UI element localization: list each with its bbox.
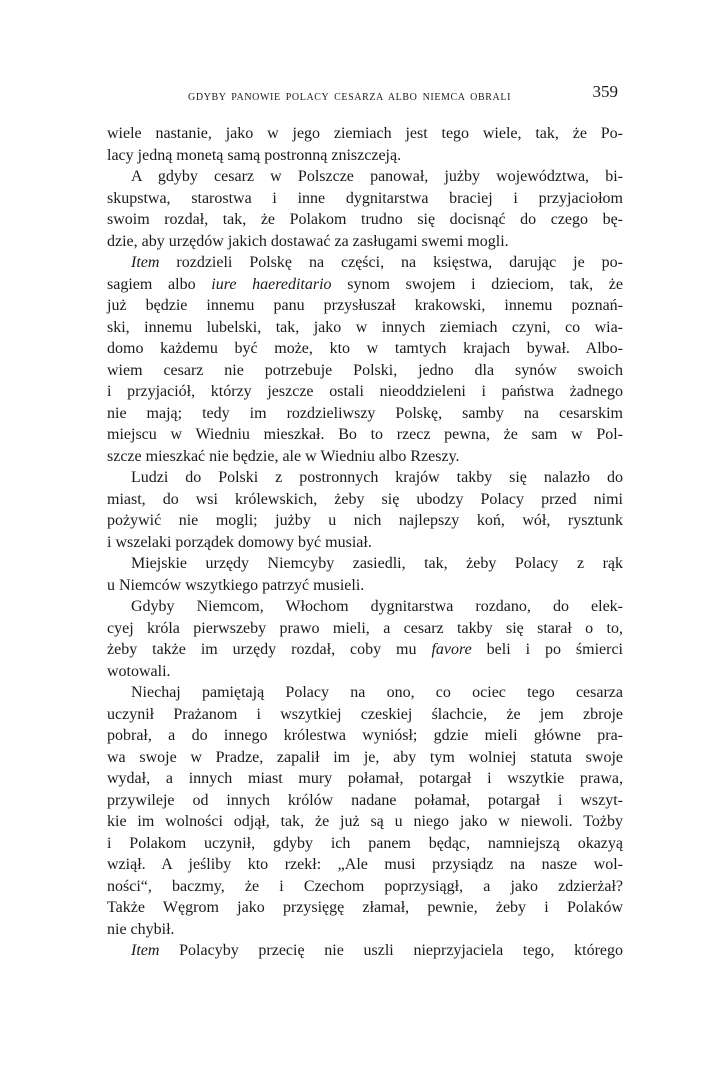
text-segment: Ludzi do Polski z postronnych krajów takby się nalazło do xyxy=(131,469,623,486)
text-line xyxy=(107,188,623,210)
text-segment: lacy jedną monetą samą postronną zniszczeją. xyxy=(107,146,402,164)
text-line xyxy=(107,123,623,145)
text-line xyxy=(107,424,623,446)
text-segment: już będzie innemu panu przysłuszał krakowski, innemu poznań- xyxy=(107,297,623,314)
text-line xyxy=(107,854,623,876)
text-segment: synom swojem i dzieciom, tak, że xyxy=(331,275,624,293)
text-segment: rozdzieli Polskę na części, na księstwa, darując je po- xyxy=(159,254,623,271)
text-segment: i przyjaciół, którzy jeszcze ostali nieoddzieleni i państwa żadnego xyxy=(107,383,623,400)
text-segment: sagiem albo xyxy=(107,275,212,293)
text-segment: ności“, baczmy, że i Czechom poprzysiągł, a jako zdzierżał? xyxy=(107,877,623,895)
text-segment: u Niemców wszytkiego patrzyć musieli. xyxy=(107,576,365,594)
text-line xyxy=(107,166,623,188)
text-line xyxy=(107,940,623,962)
text-line xyxy=(107,209,623,231)
text-segment: miast, do wsi królewskich, żeby się ubodzy Polacy przed nimi xyxy=(107,490,623,508)
italic-phrase: favore xyxy=(431,641,472,658)
italic-phrase: iure haereditario xyxy=(211,275,332,293)
text-segment: szcze mieszkać nie będzie, ale w Wiedniu albo Rzeszy. xyxy=(107,447,460,465)
page-number: 359 xyxy=(592,82,618,101)
text-segment: i wszelaki porządek domowy być musiał. xyxy=(107,533,372,551)
text-segment: pobrał, a do innego królestwa wyniósł; gdzie mieli główne pra- xyxy=(107,727,623,744)
text-segment: skupstwa, starostwa i inne dygnitarstwa braciej i przyjaciołom xyxy=(107,189,623,207)
text-segment: dzie, aby urzędów jakich dostawać za zasługami swemi mogli. xyxy=(107,232,509,250)
text-line xyxy=(107,317,623,339)
text-line xyxy=(107,919,623,941)
text-line xyxy=(107,639,623,661)
text-segment: ski, innemu lubelski, tak, jako w innych ziemiach czyni, co wia- xyxy=(107,318,623,336)
text-line xyxy=(107,790,623,812)
text-segment: uczynił Prażanom i wszytkiej czeskiej ślachcie, że jem zbroje xyxy=(107,705,623,723)
text-segment: żeby także im urzędy rozdał, coby mu xyxy=(107,641,432,658)
text-line xyxy=(107,381,623,403)
text-segment: swoim rozdał, tak, że Polakom trudno się docisnąć do czego bę- xyxy=(107,211,623,228)
italic-phrase: Item xyxy=(131,254,160,271)
text-line xyxy=(107,876,623,898)
text-line xyxy=(107,811,623,833)
text-segment: wydał, a innych miast mury połamał, potargał i wszytkie prawa, xyxy=(107,770,623,787)
text-segment: wa swoje w Pradze, zapalił im je, aby tym wolniej statuta swoje xyxy=(107,748,623,766)
text-line xyxy=(107,467,623,489)
text-segment: Polacyby przecię nie uszli nieprzyjaciela tego, którego xyxy=(159,942,623,959)
text-segment: przywileje od innych królów nadane połamał, potargał i wszyt- xyxy=(107,791,623,809)
text-segment: wziął. A jeśliby kto rzekł: „Ale musi przysiądz na nasze wol- xyxy=(107,856,623,873)
text-line xyxy=(107,489,623,511)
text-segment: nie chybił. xyxy=(107,920,175,938)
body-text xyxy=(107,123,623,962)
text-line xyxy=(107,510,623,532)
text-line xyxy=(107,231,623,253)
text-segment: Niechaj pamiętają Polacy na ono, co ociec tego cesarza xyxy=(131,684,623,701)
text-line xyxy=(107,725,623,747)
text-line xyxy=(107,897,623,919)
text-line xyxy=(107,360,623,382)
text-line xyxy=(107,596,623,618)
text-segment: A gdyby cesarz w Polszcze panował, jużby województwa, bi- xyxy=(131,168,623,185)
running-head: GDYBY PANOWIE POLACY CESARZA ALBO NIEMCA OBRALI xyxy=(188,92,511,103)
page-header xyxy=(108,82,628,108)
text-line xyxy=(107,682,623,704)
text-segment: Gdyby Niemcom, Włochom dygnitarstwa rozdano, do elek- xyxy=(131,598,623,615)
text-line xyxy=(107,833,623,855)
text-segment: Miejskie urzędy Niemcyby zasiedli, tak, żeby Polacy z rąk xyxy=(131,555,623,572)
text-segment: nie mają; tedy im rozdzieliwszy Polskę, samby na cesarskim xyxy=(107,404,623,422)
text-line xyxy=(107,768,623,790)
text-segment: wotowali. xyxy=(107,662,171,680)
text-line xyxy=(107,575,623,597)
text-line xyxy=(107,747,623,769)
text-line xyxy=(107,274,623,296)
text-line xyxy=(107,446,623,468)
text-line xyxy=(107,618,623,640)
italic-phrase: Item xyxy=(131,942,160,959)
text-line xyxy=(107,403,623,425)
text-line xyxy=(107,145,623,167)
text-line xyxy=(107,338,623,360)
text-segment: cyej króla pierwszeby prawo mieli, a cesarz takby się starał o to, xyxy=(107,619,623,637)
text-line xyxy=(107,532,623,554)
text-segment: miejscu w Wiedniu mieszkał. Bo to rzecz pewna, że sam w Pol- xyxy=(107,426,623,443)
text-segment: beli i po śmierci xyxy=(471,641,624,658)
text-segment: pożywić nie mogli; jużby u nich najlepszy koń, wół, rysztunk xyxy=(107,512,623,529)
text-line xyxy=(107,661,623,683)
text-segment: domo każdemu być może, kto w tamtych krajach bywał. Albo- xyxy=(107,340,623,357)
text-segment: wiem cesarz nie potrzebuje Polski, jedno dla synów swoich xyxy=(107,361,623,379)
text-line xyxy=(107,295,623,317)
text-line xyxy=(107,704,623,726)
text-segment: i Polakom uczynił, gdyby ich panem będąc, namniejszą okazyą xyxy=(107,834,623,852)
text-segment: kie im wolności odjął, tak, że już są u niego jako w niewoli. Tożby xyxy=(107,813,623,830)
text-line xyxy=(107,252,623,274)
text-line xyxy=(107,553,623,575)
text-segment: wiele nastanie, jako w jego ziemiach jest tego wiele, tak, że Po- xyxy=(107,125,623,142)
text-segment: Także Węgrom jako przysięgę złamał, pewnie, żeby i Polaków xyxy=(107,899,623,916)
